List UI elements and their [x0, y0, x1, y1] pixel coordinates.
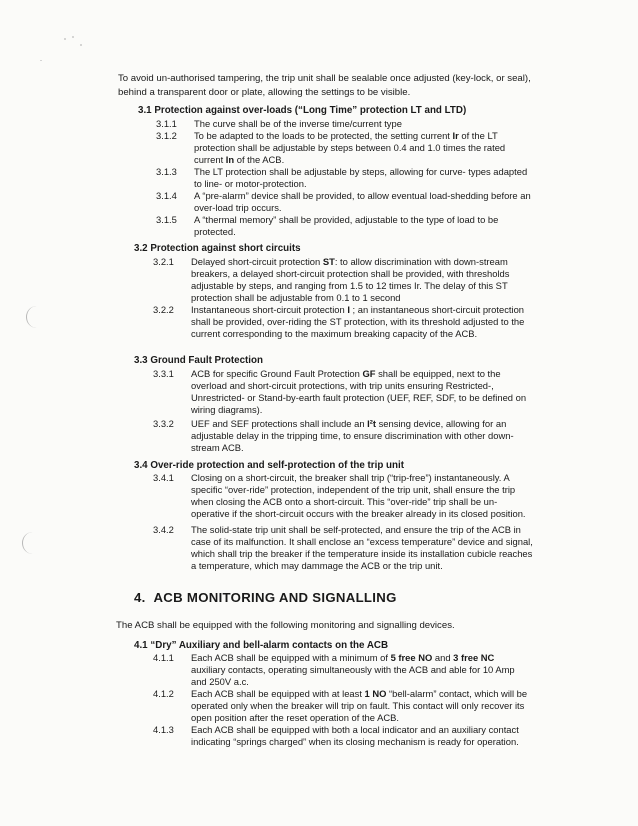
scan-speck: [72, 36, 74, 38]
scan-speck: [80, 44, 82, 46]
clause-number: 4.1.1: [153, 652, 174, 663]
clause-number: 3.2.2: [153, 304, 174, 315]
section-3-3-heading: 3.3 Ground Fault Protection: [134, 355, 264, 366]
section-3-1-heading: 3.1 Protection against over-loads (“Long Time” protection LT and LTD): [138, 105, 467, 116]
clause-text: The solid-state trip unit shall be self-protected, and ensure the trip of the ACB in case of its malfunction. It shall enclose an “excess temperature” device and signal, which shall trip the breaker if the temperature inside its installation cubicle reaches a temperature, which may dammage the ACB or the trip unit.: [191, 524, 533, 571]
clause-number: 3.4.1: [153, 472, 174, 483]
clause-text: Each ACB shall be equipped with at least 1 NO “bell-alarm” contact, which will be operated only when the breaker will trip on fault. This contact will only recover its open position after the reset operation of the ACB.: [191, 688, 528, 723]
chapter-4-intro: The ACB shall be equipped with the following monitoring and signalling devices.: [116, 620, 455, 631]
clause-text: The curve shall be of the inverse time/current type: [194, 118, 402, 129]
clause-number: 4.1.2: [153, 688, 174, 699]
clause-number: 3.1.5: [156, 214, 177, 225]
clause-text: Instantaneous short-circuit protection I ; an instantaneous short-circuit protection shall be provided, over-riding the ST protection, with its threshold adjusted to the current corresponding to the maximum breaking capacity of the ACB.: [191, 304, 525, 339]
clause-text: To be adapted to the loads to be protected, the setting current Ir of the LT protection shall be adjustable by steps between 0.4 and 1.0 times the rated current In of the ACB.: [194, 130, 506, 165]
section-3-2-heading: 3.2 Protection against short circuits: [134, 243, 301, 254]
scan-speck: [40, 60, 42, 61]
clause-number: 3.1.4: [156, 190, 177, 201]
intro-paragraph: To avoid un-authorised tampering, the trip unit shall be sealable once adjusted (key-lock, or seal), behind a transparent door or plate, allowing the settings to be visible.: [118, 73, 531, 98]
clause-number: 3.1.3: [156, 166, 177, 177]
clause-text: Delayed short-circuit protection ST: to allow discrimination with down-stream breakers, a delayed short-circuit protection shall be provided, with thresholds adjustable by steps, and ranging from 1.5 to 12 times Ir. The delay of this ST protection shall be adjustable from 0.1 to 1 second: [191, 256, 510, 303]
chapter-4-heading: [134, 590, 397, 606]
clause-text: ACB for specific Ground Fault Protection GF shall be equipped, next to the overload and short-circuit protections, with trip units ensuring Restricted-, Unrestricted- or Stand-by-earth fault protection (UEF, REF, SDF, to be defined on wiring diagrams).: [191, 368, 527, 415]
clause-text: UEF and SEF protections shall include an I²t sensing device, allowing for an adjustable delay in the tripping time, to ensure discrimination with other down-stream ACB.: [191, 418, 514, 453]
clause-number: 3.2.1: [153, 256, 174, 267]
clause-text: Each ACB shall be equipped with a minimum of 5 free NO and 3 free NC auxiliary contacts, operating simultaneously with the ACB and able for 10 Amp and 250V a.c.: [191, 652, 515, 687]
clause-number: 3.3.2: [153, 418, 174, 429]
scan-speck: [64, 38, 66, 40]
punch-hole-shadow: [26, 306, 47, 328]
chapter-number: 4.: [134, 590, 146, 605]
clause-number: 3.3.1: [153, 368, 174, 379]
punch-hole-shadow: [22, 532, 43, 554]
section-4-1-heading: 4.1 “Dry” Auxiliary and bell-alarm contacts on the ACB: [134, 640, 389, 651]
clause-text: A “pre-alarm” device shall be provided, to allow eventual load-shedding before an over-load trip occurs.: [194, 190, 531, 213]
clause-number: 3.4.2: [153, 524, 174, 535]
clause-text: Closing on a short-circuit, the breaker shall trip (“trip-free”) instantaneously. A specific “over-ride” protection, independent of the trip unit, shall ensure the trip when closing the ACB onto a short-circuit. This “over-ride” trip shall be un-operative if the short-circuit occurs with the breaker already in its closed position.: [191, 472, 526, 519]
chapter-title: ACB MONITORING AND SIGNALLING: [153, 590, 397, 605]
clause-text: The LT protection shall be adjustable by steps, allowing for curve- types adapted to line- or motor-protection.: [194, 166, 528, 189]
clause-number: 3.1.2: [156, 130, 177, 141]
clause-text: A “thermal memory” shall be provided, adjustable to the type of load to be protected.: [194, 214, 499, 237]
clause-number: 4.1.3: [153, 724, 174, 735]
clause-text: Each ACB shall be equipped with both a local indicator and an auxiliary contact indicating “springs charged” when its closing mechanism is ready for operation.: [191, 724, 519, 747]
section-3-4-heading: 3.4 Over-ride protection and self-protection of the trip unit: [134, 460, 404, 471]
clause-number: 3.1.1: [156, 118, 177, 129]
